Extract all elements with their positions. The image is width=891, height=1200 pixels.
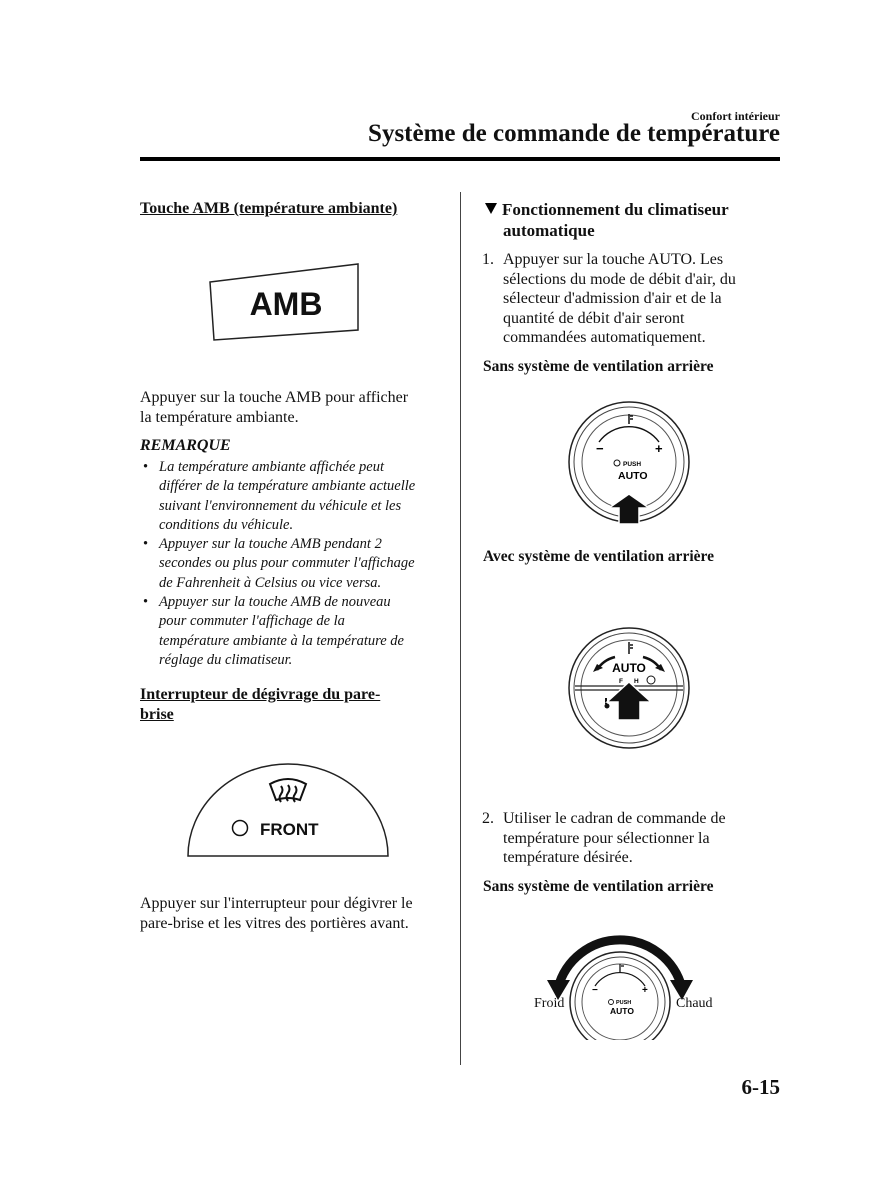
note-item: • La température ambiante affichée peut différer de la température ambiante actuelle suivant l'environnement du véhicule et les conditions du véhicule. <box>140 458 450 535</box>
amb-heading: Touche AMB (température ambiante) <box>140 200 398 217</box>
section-label: Confort intérieur <box>691 109 780 123</box>
push-label-partial-right: H <box>634 678 639 685</box>
caption-without-rear-ventilation-2: Sans système de ventilation arrière <box>483 878 714 895</box>
caption-with-rear-ventilation: Avec système de ventilation arrière <box>483 548 714 565</box>
amb-description <box>140 388 408 428</box>
step-1: 1. Appuyer sur la touche AUTO. Les sélections du mode de débit d'air, du sélecteur d'admission d'air et de la quantité de débit d'air seront commandées automatiquement. <box>482 251 736 347</box>
page-number: 6-15 <box>741 1075 780 1099</box>
step-2: 2. Utiliser le cadran de commande de température pour sélectionner la température désirée. <box>482 810 726 867</box>
auto-dial-no-rear <box>565 398 693 528</box>
minus-label: − <box>592 985 598 996</box>
amb-button-label: AMB <box>249 286 323 322</box>
auto-label: AUTO <box>618 470 648 482</box>
amb-description-line: Appuyer sur la touche AMB pour afficher <box>140 389 409 406</box>
push-label: PUSH <box>616 1000 632 1006</box>
defrost-description: Appuyer sur l'interrupteur pour dégivrer le pare-brise et les vitres des portières avant. <box>140 895 413 932</box>
caption-without-rear-ventilation: Sans système de ventilation arrière <box>483 358 714 375</box>
front-label: FRONT <box>260 820 319 839</box>
temperature-dial-rotation <box>540 920 700 1040</box>
auto-dial-with-rear <box>565 624 693 752</box>
front-defrost-switch <box>186 760 390 860</box>
note-title: REMARQUE <box>140 437 231 454</box>
switch-outline <box>188 764 388 856</box>
minus-label: − <box>596 441 604 456</box>
section-triangle-icon <box>485 203 497 214</box>
column-divider <box>460 192 461 1065</box>
defrost-heading: Interrupteur de dégivrage du pare- brise <box>140 686 381 723</box>
push-label-partial-left: F <box>619 678 623 685</box>
notes-list <box>140 458 450 670</box>
amb-description-line: la température ambiante. <box>140 409 299 426</box>
auto-label: AUTO <box>612 661 646 675</box>
page-title: Système de commande de température <box>368 120 780 147</box>
title-rule <box>140 157 780 161</box>
auto-label: AUTO <box>610 1006 634 1016</box>
plus-label: + <box>642 985 648 996</box>
plus-label: + <box>655 441 663 456</box>
auto-operation-heading: Fonctionnement du climatiseur automatique <box>485 199 729 241</box>
note-item: • Appuyer sur la touche AMB pendant 2 secondes ou plus pour commuter l'affichage de Fahrenheit à Celsius ou vice versa. <box>140 535 450 593</box>
push-label: PUSH <box>623 461 642 468</box>
amb-button-illustration <box>208 262 364 344</box>
froid-label: Froid <box>534 996 565 1011</box>
chaud-label: Chaud <box>676 996 713 1011</box>
note-item: • Appuyer sur la touche AMB de nouveau pour commuter l'affichage de la température ambiante à la température de réglage du climatiseur. <box>140 593 450 670</box>
